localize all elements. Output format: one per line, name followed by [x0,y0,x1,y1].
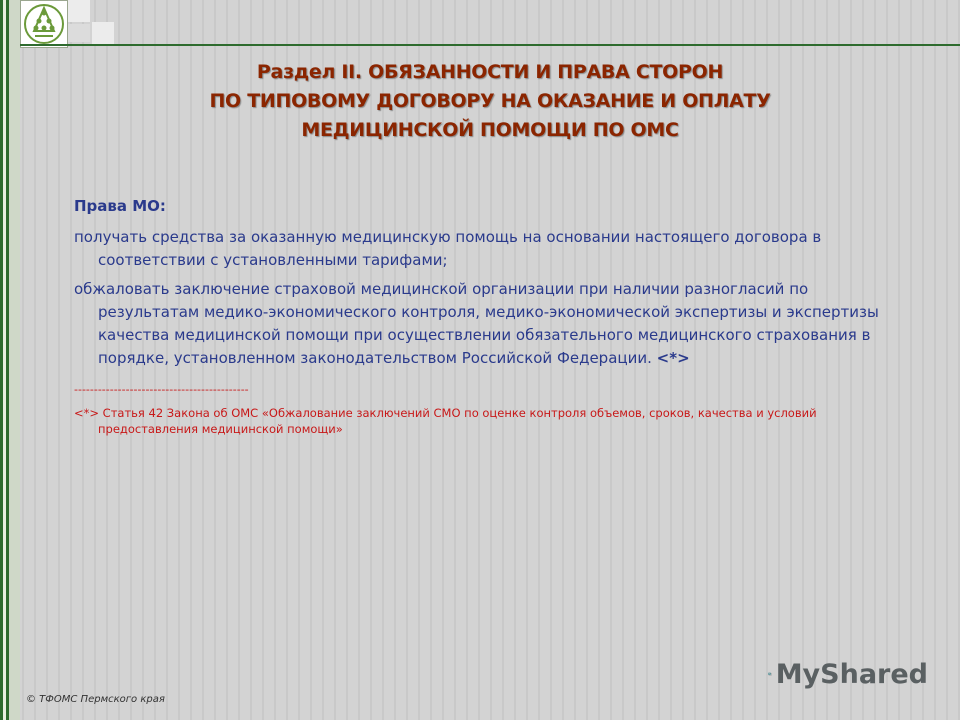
left-decorative-rail [0,0,20,720]
watermark-text: MyShared [775,658,928,690]
slide-title [60,58,920,145]
myshared-logo-icon [768,657,772,691]
right-item-1: получать средства за оказанную медицинскую помощь на основании настоящего договора в соответствии с установленными тарифами; [74,228,822,269]
footnote-marker: <*> [656,349,690,367]
footnote-separator: -------------------------------------------- [74,383,249,396]
tfoms-logo-icon [21,1,67,47]
right-item-2-text: обжаловать заключение страховой медицинской организации при наличии разногласий по результатам медико-экономического контроля, медико-экономической экспертизы и экспертизы качества медицинской помощи при осуществлении обязательного медицинского страхования в порядке, установленном законодательством Российской Федерации. [74,280,879,367]
rights-heading: Права МО: [74,197,166,215]
footnote-text: <*> Статья 42 Закона об ОМС «Обжалование заключений СМО по оценке контроля объемов, сроков, качества и условий предоставления медицинской помощи» [74,406,817,436]
top-divider [20,44,960,46]
myshared-watermark [768,656,928,692]
tfoms-logo [20,0,68,48]
title-line-1: Раздел II. ОБЯЗАННОСТИ И ПРАВА СТОРОН [256,61,724,83]
slide-content [74,195,914,437]
title-line-3: МЕДИЦИНСКОЙ ПОМОЩИ ПО ОМС [301,119,679,141]
right-item-2 [74,278,914,370]
copyright-label: © ТФОМС Пермского края [26,694,165,705]
title-line-2: ПО ТИПОВОМУ ДОГОВОРУ НА ОКАЗАНИЕ И ОПЛАТУ [209,90,771,112]
